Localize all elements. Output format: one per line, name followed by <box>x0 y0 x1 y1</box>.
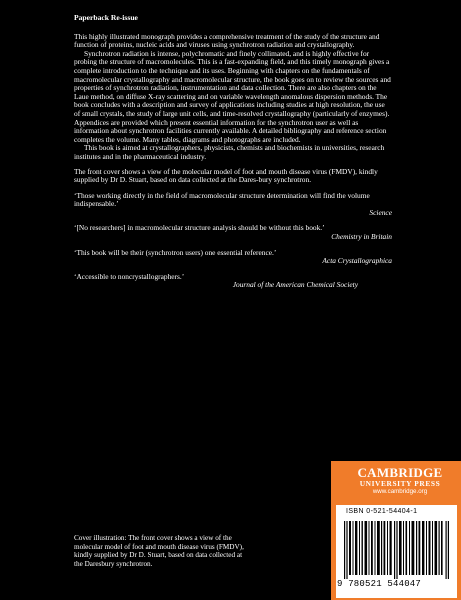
barcode-number: 9 780521 544047 <box>337 579 422 589</box>
publisher-panel <box>331 461 461 600</box>
review-quote: ‘Accessible to noncrystallographers.’ <box>74 271 185 281</box>
review-source: Journal of the American Chemical Society <box>232 280 358 290</box>
blurb <box>74 14 392 290</box>
publisher-press: UNIVERSITY PRESS <box>359 479 441 488</box>
review-quote: ‘This book will be their (synchrotron users) one essential reference.’ <box>74 247 277 257</box>
review-source: Science <box>369 207 392 217</box>
cover-note-paragraph: The front cover shows a view of the molecular model of foot and mouth disease virus (FMDV), kindly supplied by Dr D. Stuart, based on data collected at the Dares-bury synchrotron. <box>74 166 378 185</box>
review-quote: ‘[No researchers] in macromolecular structure analysis should be without this book.’ <box>74 223 325 233</box>
description-paragraph: Synchrotron radiation is intense, polychromatic and finely collimated, and is highly effective for probing the structure of macromolecules. This is a fast-expanding field, and this timely monograph gives a complete introduction to the technique and its uses. Beginning with chapters on the fundamentals of macromolecular crystallography and macromolecular structure, the book goes on to review the sources and properties of synchrotron radiation, instrumentation and data collection. There are also chapters on the Laue method, on diffuse X-ray scattering and on variable wavelength anomalous dispersion methods. The book concludes with a description and survey of applications including studies at high resolution, the use of small crystals, the study of large unit cells, and time-resolved crystallography (particularly of enzymes). Appendices are provided which present essential information for the synchrotron user as well as information about synchrotron facilities currently available. A detailed bibliography and reference section completes the volume. Many tables, diagrams and photographs are included. <box>74 48 391 144</box>
audience-paragraph: This book is aimed at crystallographers, physicists, chemists and biochemists in universities, research institutes and in the pharmaceutical industry. <box>74 143 385 161</box>
cover-illustration-caption: Cover illustration: The front cover shows a view of the molecular model of foot and mouth disease virus (FMDV), kindly supplied by Dr D. Stuart, based on data collected at the Daresbury synchrotron. <box>74 534 244 568</box>
reviews <box>74 192 392 290</box>
publisher-logo <box>345 466 455 496</box>
isbn-text: ISBN 0-521-54404-1 <box>346 508 418 515</box>
intro-paragraph: This highly illustrated monograph provides a comprehensive treatment of the study of the structure and function of proteins, nucleic acids and viruses using synchrotron radiation and crystallography. <box>74 31 380 50</box>
publisher-name: CAMBRIDGE <box>357 465 443 480</box>
review-quote: ‘Those working directly in the field of macromolecular structure determination will find the volume indispensable.’ <box>74 190 370 209</box>
review-source: Chemistry in Britain <box>331 232 392 242</box>
barcode-label <box>336 505 457 598</box>
publisher-url: www.cambridge.org <box>372 488 428 495</box>
barcode-icon <box>344 521 450 579</box>
review-source: Acta Crystallographica <box>322 256 392 266</box>
reissue-heading: Paperback Re-issue <box>74 13 138 22</box>
